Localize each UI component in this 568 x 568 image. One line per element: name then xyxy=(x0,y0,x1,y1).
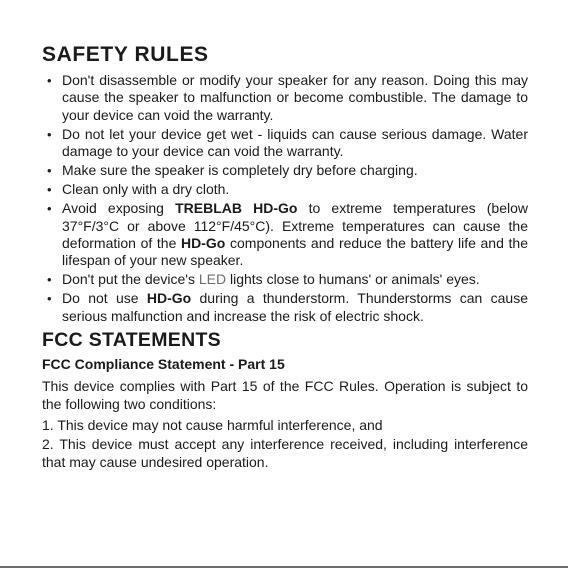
product-name-bold: HD-Go xyxy=(181,235,226,252)
rule-text: during a thunderstorm. Thunderstorms can cause serious malfunction and increase the risk of electric shock. xyxy=(62,290,528,324)
safety-rules-list xyxy=(42,72,528,325)
fcc-condition-2: 2. This device must accept any interference received, including interference that may cause undesired operation. xyxy=(42,436,528,470)
rule-text: lights close to humans' or animals' eyes. xyxy=(226,271,480,288)
product-name-bold: TREBLAB HD-Go xyxy=(175,200,298,217)
safety-rule-item xyxy=(42,181,528,198)
safety-rule-item xyxy=(42,271,528,288)
rule-text: Do not let your device get wet - liquids can cause serious damage. Water damage to your device can void the warranty. xyxy=(62,125,528,160)
safety-rule-item xyxy=(42,200,528,270)
rule-text: Don't disassemble or modify your speaker for any reason. Doing this may cause the speaker to malfunction or become combustible. The damage to your device can void the warranty. xyxy=(62,72,528,123)
rule-text: to extreme temperatures (below 37°F/3°C or above 112°F/45°C). Extreme temperatures can cause the deformation of the xyxy=(62,200,528,252)
safety-rule-item xyxy=(42,290,528,325)
fcc-condition-1: 1. This device may not cause harmful interference, and xyxy=(42,417,383,434)
fcc-intro-paragraph: This device complies with Part 15 of the FCC Rules. Operation is subject to the following two conditions: xyxy=(42,378,528,412)
product-name-bold: HD-Go xyxy=(146,290,192,307)
led-term: LED xyxy=(198,271,227,288)
rule-text: Don't put the device's xyxy=(62,271,199,288)
rule-text: Do not use xyxy=(62,290,147,307)
safety-rule-item xyxy=(42,72,528,124)
safety-rules-heading: SAFETY RULES xyxy=(42,43,209,66)
fcc-compliance-subheading: FCC Compliance Statement - Part 15 xyxy=(42,356,285,373)
rule-text: Make sure the speaker is completely dry before charging. xyxy=(62,162,418,179)
safety-rule-item xyxy=(42,162,528,179)
page-content xyxy=(42,42,528,473)
safety-rule-item xyxy=(42,126,528,161)
fcc-statements-heading: FCC STATEMENTS xyxy=(42,329,221,352)
rule-text: Avoid exposing xyxy=(62,200,176,217)
rule-text: components and reduce the battery life and the lifespan of your new speaker. xyxy=(62,235,528,269)
rule-text: Clean only with a dry cloth. xyxy=(62,181,230,198)
